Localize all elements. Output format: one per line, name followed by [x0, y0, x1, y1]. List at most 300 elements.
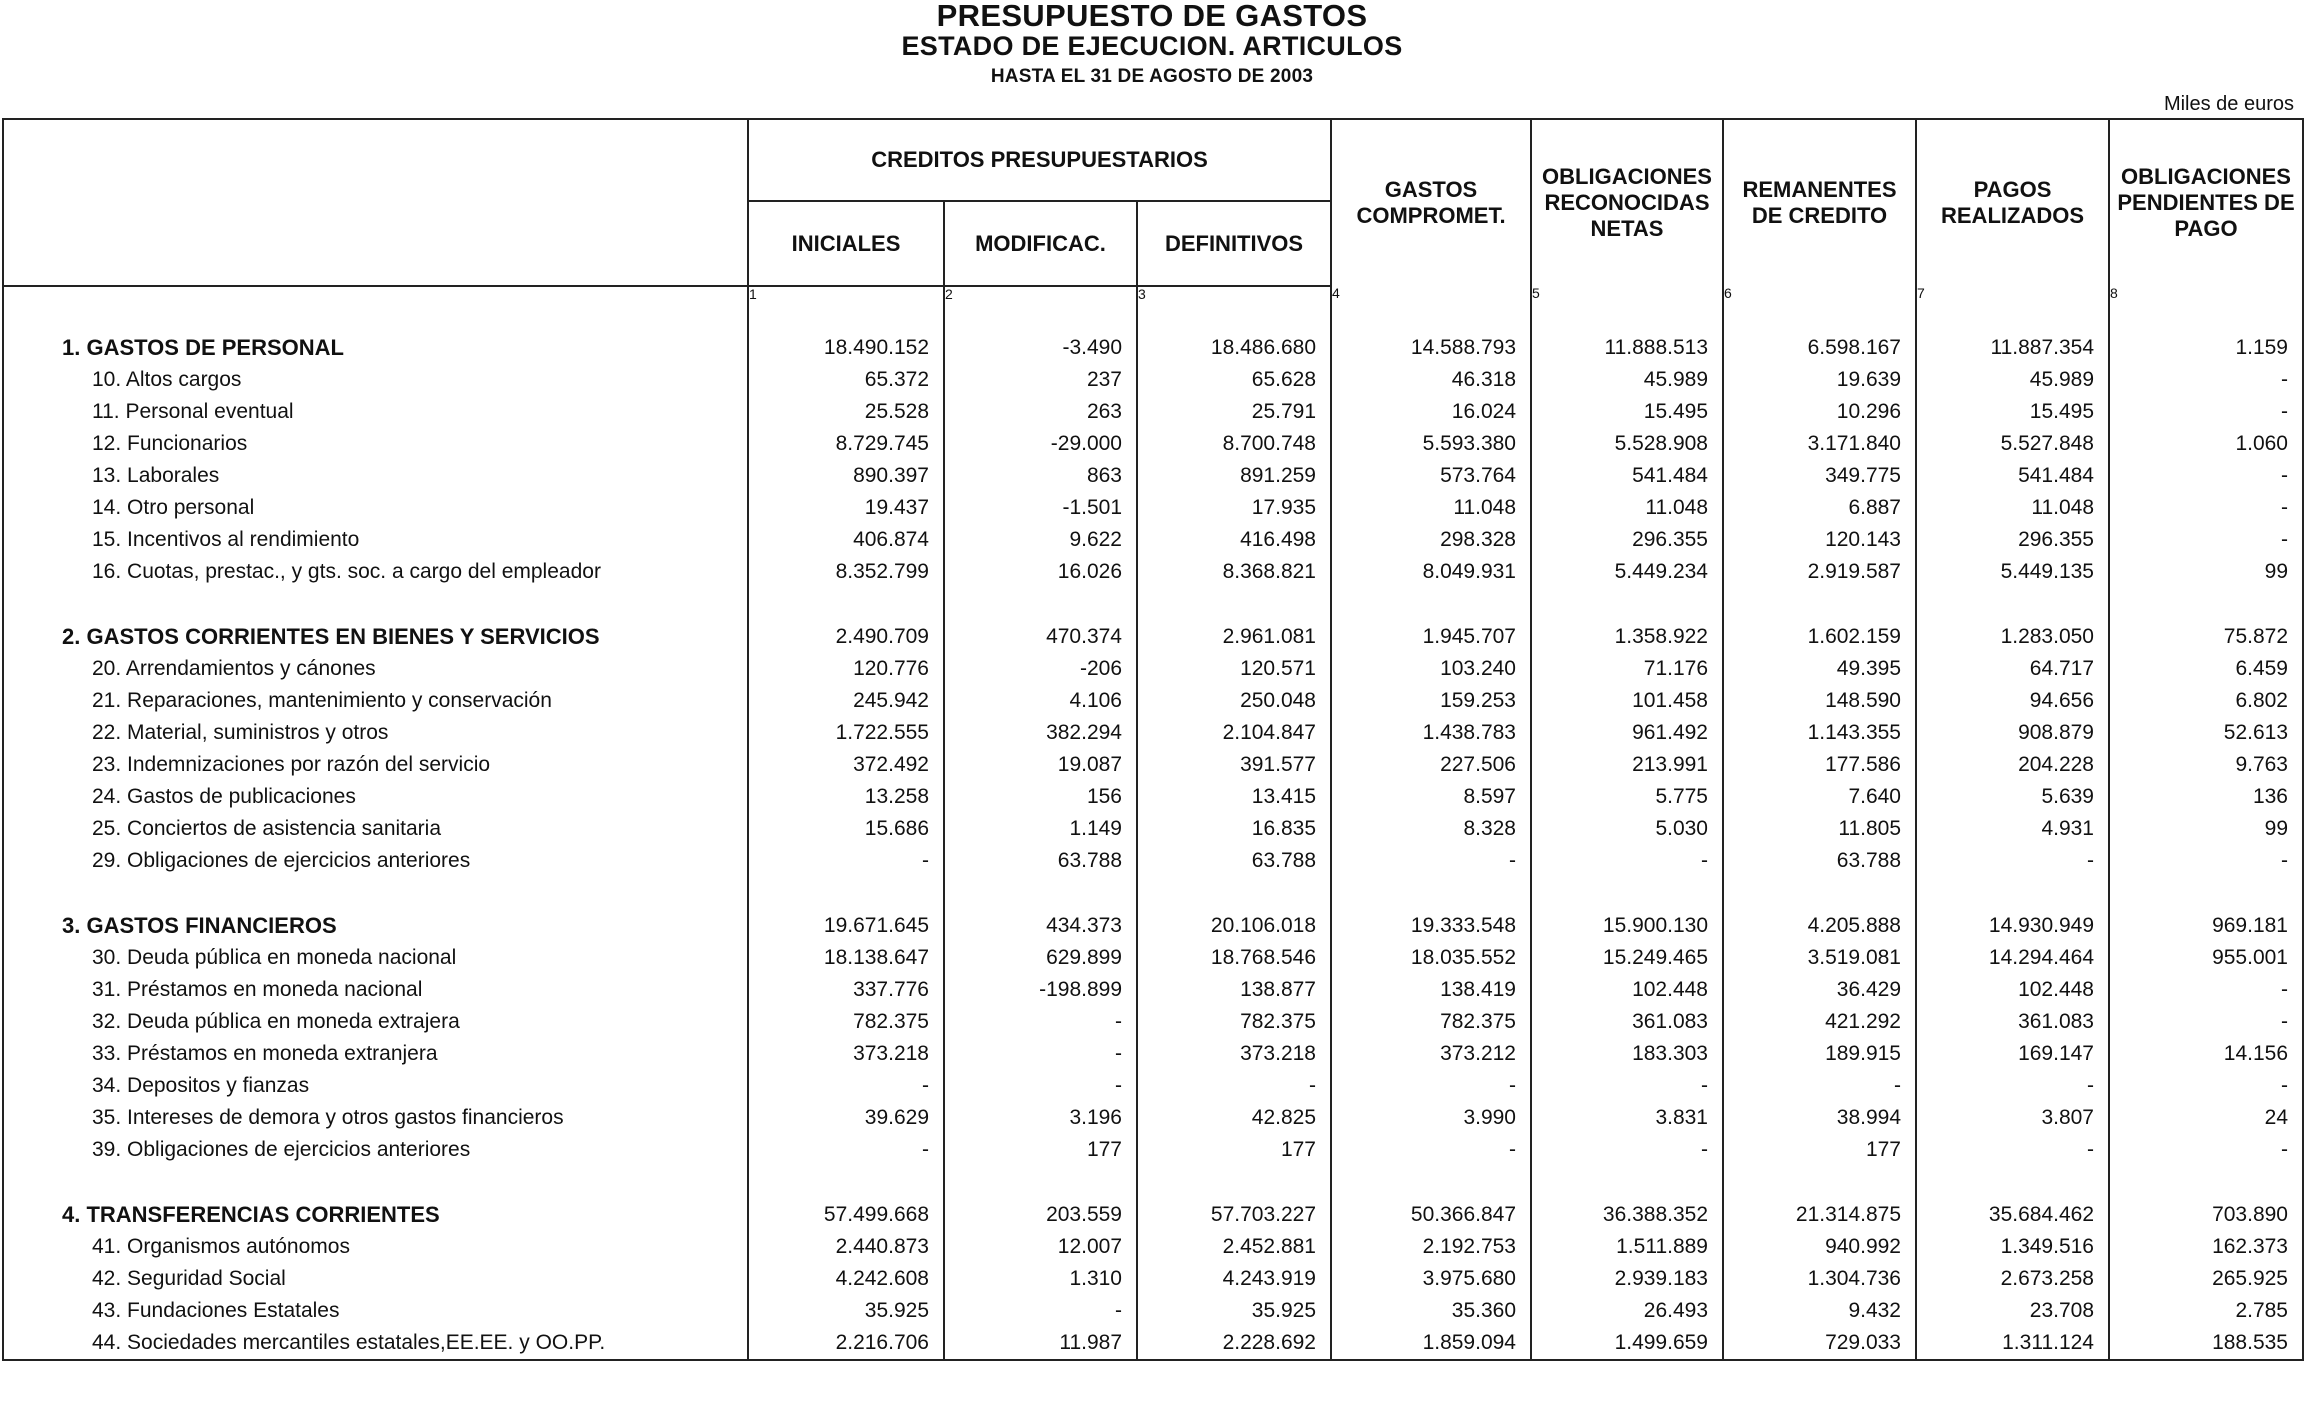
cell-value: 4.931 [1916, 813, 2109, 845]
cell-value: 25.528 [748, 396, 944, 428]
cell-value: 183.303 [1531, 1038, 1723, 1070]
cell-value: - [944, 1038, 1137, 1070]
cell-value: 3.975.680 [1331, 1263, 1531, 1295]
cell-value: 9.622 [944, 524, 1137, 556]
table-row [3, 364, 2303, 396]
row-label: 4. TRANSFERENCIAS CORRIENTES [3, 1198, 748, 1231]
cell-value: 5.639 [1916, 781, 2109, 813]
cell-value: 5.030 [1531, 813, 1723, 845]
row-label: 33. Préstamos en moneda extranjera [3, 1038, 748, 1070]
row-label: 16. Cuotas, prestac., y gts. soc. a cargo del empleador [3, 556, 748, 588]
cell-value: 52.613 [2109, 717, 2303, 749]
column-number: 7 [1916, 286, 2109, 301]
cell-value: 245.942 [748, 685, 944, 717]
cell-value: 2.440.873 [748, 1231, 944, 1263]
cell-value: 24 [2109, 1102, 2303, 1134]
cell-value: 57.499.668 [748, 1198, 944, 1231]
cell-value: - [1916, 1134, 2109, 1166]
section-row [3, 909, 2303, 942]
cell-value: 15.249.465 [1531, 942, 1723, 974]
cell-value: 1.438.783 [1331, 717, 1531, 749]
cell-value: 573.764 [1331, 460, 1531, 492]
cell-value: 6.802 [2109, 685, 2303, 717]
cell-value: 11.048 [1916, 492, 2109, 524]
table-row [3, 1038, 2303, 1070]
cell-value: 3.831 [1531, 1102, 1723, 1134]
cell-value: 99 [2109, 813, 2303, 845]
row-label: 42. Seguridad Social [3, 1263, 748, 1295]
cell-value: 11.888.513 [1531, 331, 1723, 364]
cell-value: 2.961.081 [1137, 620, 1331, 653]
row-label: 12. Funcionarios [3, 428, 748, 460]
report-subtitle: ESTADO DE EJECUCION. ARTICULOS [901, 31, 1403, 61]
cell-value: 891.259 [1137, 460, 1331, 492]
cell-value: 8.352.799 [748, 556, 944, 588]
cell-value: - [1531, 1070, 1723, 1102]
section-gap [3, 877, 2303, 909]
cell-value: 15.900.130 [1531, 909, 1723, 942]
cell-value: 5.527.848 [1916, 428, 2109, 460]
cell-value: 382.294 [944, 717, 1137, 749]
cell-value: 541.484 [1916, 460, 2109, 492]
cell-value: 6.459 [2109, 653, 2303, 685]
cell-value: 49.395 [1723, 653, 1916, 685]
cell-value: 1.859.094 [1331, 1327, 1531, 1360]
cell-value: 42.825 [1137, 1102, 1331, 1134]
row-label: 25. Conciertos de asistencia sanitaria [3, 813, 748, 845]
cell-value: -3.490 [944, 331, 1137, 364]
cell-value: 213.991 [1531, 749, 1723, 781]
cell-value: 4.242.608 [748, 1263, 944, 1295]
column-number: 2 [944, 286, 1137, 301]
row-label: 3. GASTOS FINANCIEROS [3, 909, 748, 942]
column-number-blank [3, 286, 748, 301]
cell-value: 7.640 [1723, 781, 1916, 813]
cell-value: 19.333.548 [1331, 909, 1531, 942]
cell-value: 349.775 [1723, 460, 1916, 492]
cell-value: 3.196 [944, 1102, 1137, 1134]
cell-value: 961.492 [1531, 717, 1723, 749]
cell-value: - [1531, 1134, 1723, 1166]
cell-value: - [1723, 1070, 1916, 1102]
cell-value: 19.437 [748, 492, 944, 524]
cell-value: 36.388.352 [1531, 1198, 1723, 1231]
table-row [3, 685, 2303, 717]
cell-value: - [1331, 1134, 1531, 1166]
cell-value: 177 [944, 1134, 1137, 1166]
row-label: 2. GASTOS CORRIENTES EN BIENES Y SERVICIOS [3, 620, 748, 653]
cell-value: 470.374 [944, 620, 1137, 653]
column-number-row [3, 286, 2303, 301]
cell-value: 265.925 [2109, 1263, 2303, 1295]
cell-value: - [2109, 974, 2303, 1006]
cell-value: 94.656 [1916, 685, 2109, 717]
cell-value: 50.366.847 [1331, 1198, 1531, 1231]
table-row [3, 524, 2303, 556]
cell-value: 17.935 [1137, 492, 1331, 524]
cell-value: 12.007 [944, 1231, 1137, 1263]
table-row [3, 428, 2303, 460]
cell-value: 102.448 [1916, 974, 2109, 1006]
cell-value: 703.890 [2109, 1198, 2303, 1231]
cell-value: 1.304.736 [1723, 1263, 1916, 1295]
cell-value: 18.138.647 [748, 942, 944, 974]
cell-value: 1.358.922 [1531, 620, 1723, 653]
cell-value: 296.355 [1916, 524, 2109, 556]
cell-value: 5.528.908 [1531, 428, 1723, 460]
cell-value: 11.048 [1531, 492, 1723, 524]
cell-value: 16.835 [1137, 813, 1331, 845]
cell-value: 35.925 [748, 1295, 944, 1327]
row-label: 23. Indemnizaciones por razón del servicio [3, 749, 748, 781]
row-label: 13. Laborales [3, 460, 748, 492]
cell-value: 227.506 [1331, 749, 1531, 781]
cell-value: 8.729.745 [748, 428, 944, 460]
cell-value: 71.176 [1531, 653, 1723, 685]
cell-value: 11.887.354 [1916, 331, 2109, 364]
cell-value: 908.879 [1916, 717, 2109, 749]
header-obligaciones-reconocidas: OBLIGACIONES RECONOCIDAS NETAS [1531, 119, 1723, 286]
cell-value: 2.452.881 [1137, 1231, 1331, 1263]
cell-value: 955.001 [2109, 942, 2303, 974]
cell-value: 177.586 [1723, 749, 1916, 781]
cell-value: 13.415 [1137, 781, 1331, 813]
table-row [3, 653, 2303, 685]
cell-value: - [2109, 1070, 2303, 1102]
cell-value: 64.717 [1916, 653, 2109, 685]
cell-value: 541.484 [1531, 460, 1723, 492]
budget-table [2, 118, 2304, 1361]
cell-value: 2.490.709 [748, 620, 944, 653]
table-row [3, 1006, 2303, 1038]
cell-value: 35.684.462 [1916, 1198, 2109, 1231]
cell-value: 26.493 [1531, 1295, 1723, 1327]
cell-value: 9.432 [1723, 1295, 1916, 1327]
column-number: 5 [1531, 286, 1723, 301]
cell-value: 189.915 [1723, 1038, 1916, 1070]
cell-value: - [1137, 1070, 1331, 1102]
cell-value: - [944, 1295, 1137, 1327]
cell-value: 39.629 [748, 1102, 944, 1134]
table-row [3, 749, 2303, 781]
header-pagos-realizados: PAGOS REALIZADOS [1916, 119, 2109, 286]
cell-value: 13.258 [748, 781, 944, 813]
cell-value: 372.492 [748, 749, 944, 781]
cell-value: 177 [1723, 1134, 1916, 1166]
cell-value: 101.458 [1531, 685, 1723, 717]
cell-value: 2.104.847 [1137, 717, 1331, 749]
header-gastos-comprometidos: GASTOS COMPROMET. [1331, 119, 1531, 286]
cell-value: - [748, 845, 944, 877]
cell-value: 5.775 [1531, 781, 1723, 813]
cell-value: 361.083 [1916, 1006, 2109, 1038]
cell-value: 18.035.552 [1331, 942, 1531, 974]
cell-value: 14.588.793 [1331, 331, 1531, 364]
cell-value: 1.722.555 [748, 717, 944, 749]
cell-value: 1.283.050 [1916, 620, 2109, 653]
column-number: 8 [2109, 286, 2303, 301]
row-label: 15. Incentivos al rendimiento [3, 524, 748, 556]
row-label: 32. Deuda pública en moneda extrajera [3, 1006, 748, 1038]
cell-value: 103.240 [1331, 653, 1531, 685]
table-body [3, 331, 2303, 1360]
cell-value: - [2109, 524, 2303, 556]
table-row [3, 396, 2303, 428]
cell-value: 373.212 [1331, 1038, 1531, 1070]
cell-value: 421.292 [1723, 1006, 1916, 1038]
cell-value: 5.593.380 [1331, 428, 1531, 460]
cell-value: 46.318 [1331, 364, 1531, 396]
table-row [3, 460, 2303, 492]
cell-value: 75.872 [2109, 620, 2303, 653]
header-obligaciones-pendientes: OBLIGACIONES PENDIENTES DE PAGO [2109, 119, 2303, 286]
cell-value: 782.375 [748, 1006, 944, 1038]
cell-value: 204.228 [1916, 749, 2109, 781]
cell-value: 18.490.152 [748, 331, 944, 364]
row-label: 10. Altos cargos [3, 364, 748, 396]
table-row [3, 1102, 2303, 1134]
cell-value: 1.149 [944, 813, 1137, 845]
cell-value: 65.372 [748, 364, 944, 396]
cell-value: - [2109, 1134, 2303, 1166]
cell-value: 4.243.919 [1137, 1263, 1331, 1295]
cell-value: - [2109, 1006, 2303, 1038]
table-row [3, 942, 2303, 974]
row-label: 21. Reparaciones, mantenimiento y conservación [3, 685, 748, 717]
column-number: 6 [1723, 286, 1916, 301]
cell-value: 2.192.753 [1331, 1231, 1531, 1263]
row-label: 20. Arrendamientos y cánones [3, 653, 748, 685]
cell-value: - [1916, 845, 2109, 877]
cell-value: 138.419 [1331, 974, 1531, 1006]
header-description-corner [3, 119, 748, 286]
cell-value: 1.499.659 [1531, 1327, 1723, 1360]
table-row [3, 845, 2303, 877]
cell-value: 19.671.645 [748, 909, 944, 942]
cell-value: 8.328 [1331, 813, 1531, 845]
cell-value: 18.768.546 [1137, 942, 1331, 974]
row-label: 35. Intereses de demora y otros gastos financieros [3, 1102, 748, 1134]
table-row [3, 781, 2303, 813]
cell-value: 263 [944, 396, 1137, 428]
cell-value: 782.375 [1331, 1006, 1531, 1038]
table-row [3, 974, 2303, 1006]
section-row [3, 620, 2303, 653]
spacer-row [3, 301, 2303, 331]
cell-value: 156 [944, 781, 1137, 813]
cell-value: 2.673.258 [1916, 1263, 2109, 1295]
cell-value: 8.049.931 [1331, 556, 1531, 588]
cell-value: 45.989 [1916, 364, 2109, 396]
cell-value: 1.349.516 [1916, 1231, 2109, 1263]
cell-value: -198.899 [944, 974, 1137, 1006]
cell-value: 361.083 [1531, 1006, 1723, 1038]
cell-value: 169.147 [1916, 1038, 2109, 1070]
cell-value: 4.205.888 [1723, 909, 1916, 942]
row-label: 44. Sociedades mercantiles estatales,EE.EE. y OO.PP. [3, 1327, 748, 1360]
cell-value: 16.026 [944, 556, 1137, 588]
cell-value: 148.590 [1723, 685, 1916, 717]
cell-value: 45.989 [1531, 364, 1723, 396]
cell-value: 19.087 [944, 749, 1137, 781]
cell-value: -29.000 [944, 428, 1137, 460]
row-label: 39. Obligaciones de ejercicios anteriores [3, 1134, 748, 1166]
cell-value: - [1331, 845, 1531, 877]
cell-value: 10.296 [1723, 396, 1916, 428]
cell-value: 391.577 [1137, 749, 1331, 781]
table-row [3, 813, 2303, 845]
cell-value: 63.788 [944, 845, 1137, 877]
cell-value: 1.602.159 [1723, 620, 1916, 653]
cell-value: 1.060 [2109, 428, 2303, 460]
cell-value: 3.519.081 [1723, 942, 1916, 974]
table-row [3, 1295, 2303, 1327]
cell-value: 19.639 [1723, 364, 1916, 396]
cell-value: 11.048 [1331, 492, 1531, 524]
table-row [3, 556, 2303, 588]
header-remanentes-credito: REMANENTES DE CREDITO [1723, 119, 1916, 286]
cell-value: - [2109, 460, 2303, 492]
cell-value: 2.785 [2109, 1295, 2303, 1327]
cell-value: 416.498 [1137, 524, 1331, 556]
section-row [3, 331, 2303, 364]
column-number: 3 [1137, 286, 1331, 301]
cell-value: 863 [944, 460, 1137, 492]
cell-value: 57.703.227 [1137, 1198, 1331, 1231]
cell-value: 63.788 [1137, 845, 1331, 877]
cell-value: - [1531, 845, 1723, 877]
header-iniciales: INICIALES [748, 201, 944, 286]
cell-value: 177 [1137, 1134, 1331, 1166]
table-row [3, 1327, 2303, 1360]
row-label: 11. Personal eventual [3, 396, 748, 428]
row-label: 1. GASTOS DE PERSONAL [3, 331, 748, 364]
cell-value: -206 [944, 653, 1137, 685]
cell-value: 2.919.587 [1723, 556, 1916, 588]
cell-value: 2.939.183 [1531, 1263, 1723, 1295]
cell-value: 2.228.692 [1137, 1327, 1331, 1360]
cell-value: 15.686 [748, 813, 944, 845]
cell-value: 14.930.949 [1916, 909, 2109, 942]
cell-value: 629.899 [944, 942, 1137, 974]
cell-value: 11.987 [944, 1327, 1137, 1360]
cell-value: 406.874 [748, 524, 944, 556]
cell-value: 120.571 [1137, 653, 1331, 685]
row-label: 24. Gastos de publicaciones [3, 781, 748, 813]
cell-value: 15.495 [1531, 396, 1723, 428]
cell-value: - [748, 1070, 944, 1102]
cell-value: 162.373 [2109, 1231, 2303, 1263]
cell-value: 102.448 [1531, 974, 1723, 1006]
cell-value: 99 [2109, 556, 2303, 588]
cell-value: - [2109, 492, 2303, 524]
cell-value: 890.397 [748, 460, 944, 492]
table-row [3, 1231, 2303, 1263]
cell-value: 35.360 [1331, 1295, 1531, 1327]
cell-value: 250.048 [1137, 685, 1331, 717]
cell-value: 1.311.124 [1916, 1327, 2109, 1360]
cell-value: 9.763 [2109, 749, 2303, 781]
column-number: 4 [1331, 286, 1531, 301]
cell-value: 25.791 [1137, 396, 1331, 428]
cell-value: -1.501 [944, 492, 1137, 524]
cell-value: 5.449.234 [1531, 556, 1723, 588]
row-label: 22. Material, suministros y otros [3, 717, 748, 749]
cell-value: 38.994 [1723, 1102, 1916, 1134]
cell-value: 5.449.135 [1916, 556, 2109, 588]
cell-value: 23.708 [1916, 1295, 2109, 1327]
cell-value: 63.788 [1723, 845, 1916, 877]
cell-value: 1.310 [944, 1263, 1137, 1295]
cell-value: 3.807 [1916, 1102, 2109, 1134]
section-gap [3, 588, 2303, 620]
cell-value: 138.877 [1137, 974, 1331, 1006]
header-modificaciones: MODIFICAC. [944, 201, 1137, 286]
row-label: 34. Depositos y fianzas [3, 1070, 748, 1102]
cell-value: 296.355 [1531, 524, 1723, 556]
cell-value: 18.486.680 [1137, 331, 1331, 364]
cell-value: 1.143.355 [1723, 717, 1916, 749]
cell-value: - [2109, 396, 2303, 428]
cell-value: 120.776 [748, 653, 944, 685]
table-row [3, 1263, 2303, 1295]
cell-value: - [1916, 1070, 2109, 1102]
row-label: 41. Organismos autónomos [3, 1231, 748, 1263]
cell-value: 159.253 [1331, 685, 1531, 717]
row-label: 14. Otro personal [3, 492, 748, 524]
cell-value: 203.559 [944, 1198, 1137, 1231]
row-label: 31. Préstamos en moneda nacional [3, 974, 748, 1006]
section-row [3, 1198, 2303, 1231]
header-definitivos: DEFINITIVOS [1137, 201, 1331, 286]
cell-value: 11.805 [1723, 813, 1916, 845]
cell-value: 35.925 [1137, 1295, 1331, 1327]
cell-value: 6.598.167 [1723, 331, 1916, 364]
cell-value: 120.143 [1723, 524, 1916, 556]
header-creditos-presupuestarios: CREDITOS PRESUPUESTARIOS [748, 119, 1331, 201]
cell-value: 337.776 [748, 974, 944, 1006]
cell-value: 4.106 [944, 685, 1137, 717]
cell-value: 1.159 [2109, 331, 2303, 364]
cell-value: 6.887 [1723, 492, 1916, 524]
column-number: 1 [748, 286, 944, 301]
cell-value: - [2109, 845, 2303, 877]
cell-value: 1.945.707 [1331, 620, 1531, 653]
cell-value: - [748, 1134, 944, 1166]
cell-value: 8.597 [1331, 781, 1531, 813]
cell-value: - [944, 1006, 1137, 1038]
cell-value: 298.328 [1331, 524, 1531, 556]
cell-value: 188.535 [2109, 1327, 2303, 1360]
table-row [3, 492, 2303, 524]
cell-value: 1.511.889 [1531, 1231, 1723, 1263]
cell-value: 3.171.840 [1723, 428, 1916, 460]
cell-value: 434.373 [944, 909, 1137, 942]
cell-value: - [944, 1070, 1137, 1102]
report-title: PRESUPUESTO DE GASTOS [936, 0, 1368, 33]
cell-value: 20.106.018 [1137, 909, 1331, 942]
cell-value: 237 [944, 364, 1137, 396]
cell-value: - [2109, 364, 2303, 396]
row-label: 30. Deuda pública en moneda nacional [3, 942, 748, 974]
report-period: HASTA EL 31 DE AGOSTO DE 2003 [990, 66, 1314, 87]
row-label: 43. Fundaciones Estatales [3, 1295, 748, 1327]
cell-value: 782.375 [1137, 1006, 1331, 1038]
cell-value: 36.429 [1723, 974, 1916, 1006]
row-label: 29. Obligaciones de ejercicios anteriores [3, 845, 748, 877]
cell-value: 14.294.464 [1916, 942, 2109, 974]
cell-value: 14.156 [2109, 1038, 2303, 1070]
